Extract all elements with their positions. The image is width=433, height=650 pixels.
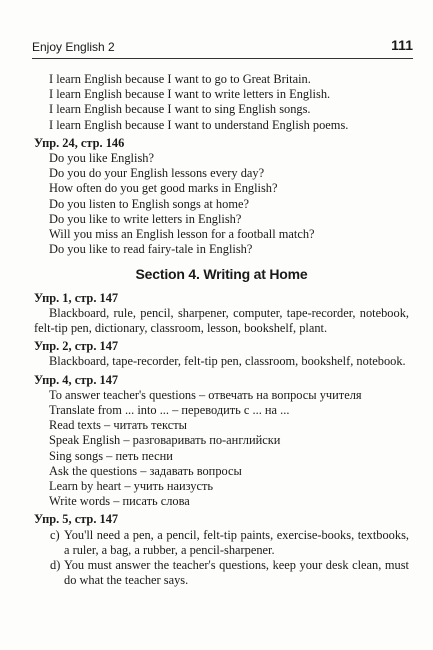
item-marker: c)	[50, 527, 60, 542]
text-line: Will you miss an English lesson for a football match?	[49, 227, 315, 242]
exercise-1-text: Blackboard, rule, pencil, sharpener, computer, tape-recorder, notebook, felt-tip pen, dictionary, classroom, lesson, bookshelf, plant.	[34, 305, 409, 336]
exercise-heading: Упр. 5, стр. 147	[34, 512, 119, 527]
section-title: Section 4. Writing at Home	[135, 266, 308, 283]
text-line: Learn by heart – учить наизусть	[49, 479, 214, 494]
exercise-2-text: Blackboard, tape-recorder, felt-tip pen, classroom, bookshelf, notebook.	[49, 354, 406, 369]
running-title: Enjoy English 2	[32, 40, 115, 54]
item-text: You must answer the teacher's questions, keep your desk clean, must do what the teacher says.	[64, 558, 409, 588]
text-line: How often do you get good marks in English?	[49, 181, 278, 196]
exercise-heading: Упр. 24, стр. 146	[34, 135, 125, 150]
exercise-heading: Упр. 4, стр. 147	[34, 372, 119, 387]
text-line: Do you like to read fairy-tale in English?	[49, 242, 253, 257]
item-marker: d)	[50, 558, 61, 573]
page-body	[34, 72, 409, 589]
exercise-heading: Упр. 2, стр. 147	[34, 339, 119, 354]
text-line: I learn English because I want to sing English songs.	[49, 102, 311, 117]
exercise-heading: Упр. 1, стр. 147	[34, 290, 119, 305]
text-line: Write words – писать слова	[49, 494, 190, 509]
item-text: You'll need a pen, a pencil, felt-tip paints, exercise-books, textbooks, a ruler, a bag, a rubber, a pencil-sharpener.	[64, 527, 409, 557]
exercise-24-lines	[34, 151, 409, 257]
text-line: Do you like English?	[49, 151, 154, 166]
exercise-5-items	[34, 528, 409, 589]
page-header	[32, 36, 413, 62]
text-line: I learn English because I want to write letters in English.	[49, 87, 331, 102]
header-rule	[32, 58, 413, 59]
list-item	[34, 558, 409, 588]
text-line: Do you listen to English songs at home?	[49, 196, 249, 211]
text-line: Do you like to write letters in English?	[49, 211, 242, 226]
text-line: I learn English because I want to understand English poems.	[49, 117, 349, 132]
text-line: Read texts – читать тексты	[49, 418, 187, 433]
page-number: 111	[391, 37, 413, 53]
text-line: Do you do your English lessons every day?	[49, 166, 265, 181]
answers-block	[34, 72, 409, 133]
text-line: Speak English – разговаривать по-английски	[49, 433, 281, 448]
list-item	[34, 528, 409, 558]
text-line: Ask the questions – задавать вопросы	[49, 463, 242, 478]
text-line: To answer teacher's questions – отвечать на вопросы учителя	[49, 387, 362, 402]
exercise-4-lines	[34, 388, 409, 510]
text-line: Translate from ... into ... – переводить с ... на ...	[49, 403, 290, 418]
text-line: Sing songs – петь песни	[49, 448, 173, 463]
text-line: I learn English because I want to go to Great Britain.	[49, 72, 311, 86]
